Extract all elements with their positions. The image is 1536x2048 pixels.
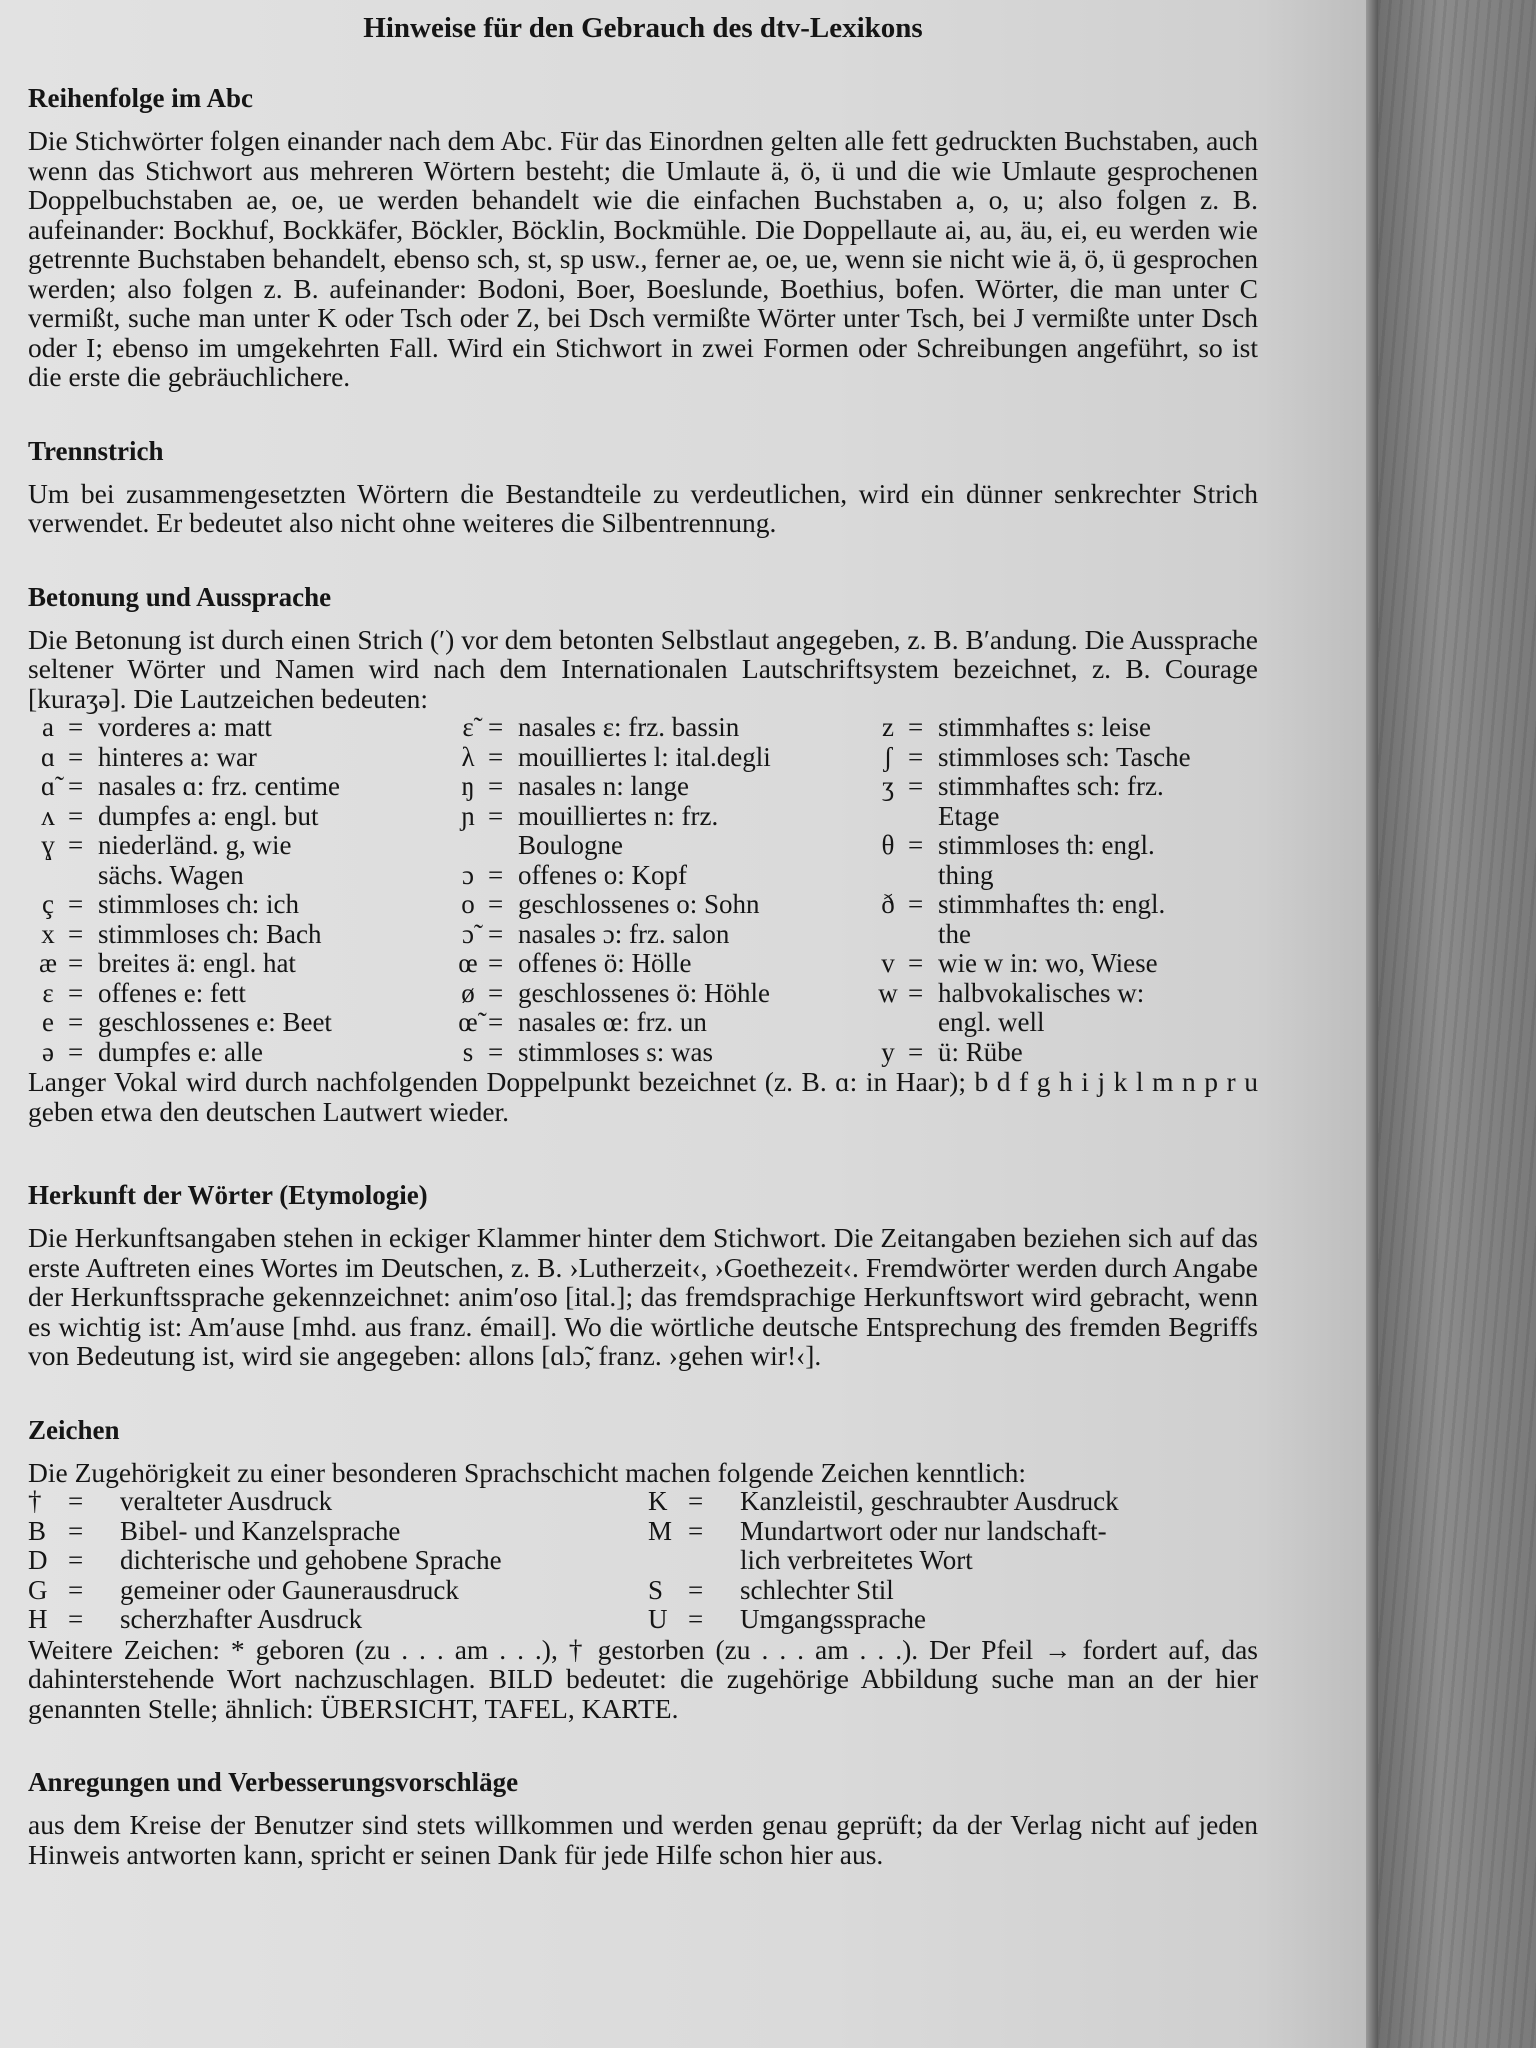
equals-sign: = [68,1574,84,1605]
phonetic-symbol: e [42,1007,54,1037]
phonetic-description: Etage [938,800,1000,831]
phonetic-symbol: ɑ̃ [40,771,56,801]
phonetic-symbol: ð [881,889,895,919]
sign-meaning: dichterische und gehobene Sprache [120,1545,502,1575]
equals-sign: = [68,977,84,1008]
phonetic-row [868,861,1258,891]
phonetic-description: geschlossenes e: Beet [98,1007,332,1037]
equals-sign [908,802,938,832]
phonetic-symbol: ø [461,977,475,1008]
phonetic-row [448,743,868,773]
phonetic-description: the [938,918,971,949]
phonetic-symbol: ʃ [883,741,893,772]
phonetic-description: stimmhaftes th: engl. [938,889,1166,919]
sign-key: M [648,1515,673,1546]
phonetic-column [868,713,1258,1067]
sign-key: D [28,1545,48,1575]
section-heading: Betonung und Aussprache [28,581,332,612]
phonetic-row [868,743,1258,773]
equals-sign: = [688,1604,704,1634]
sign-row [28,1546,648,1576]
section-body: Die Betonung ist durch einen Strich (ʹ) vor dem betonten Selbstlaut angegeben, z. B. Bʹandung. Die Aussprache seltener Wörter und Namen wird nach dem Internationalen Lautschriftsystem bezeichnet, z. B. Courage [kuraʒə]. Die Lautzeichen bedeuten: [28,623,1258,714]
sign-meaning: Umgangssprache [740,1604,926,1634]
phonetic-symbol: ɲ [461,800,475,831]
phonetic-row [448,861,868,891]
phonetic-description: stimmloses ch: ich [98,889,299,919]
phonetic-row [448,1038,868,1068]
phonetic-description: geschlossenes ö: Höhle [518,977,770,1008]
equals-sign [908,1008,938,1038]
phonetic-row [448,831,868,861]
equals-sign: = [488,1007,504,1037]
equals-sign: = [908,1036,924,1067]
phonetic-description: nasales œ: frz. un [518,1007,707,1037]
phonetic-description: dumpfes e: alle [98,1036,263,1067]
phonetic-description: Boulogne [518,830,623,860]
phonetic-description: dumpfes a: engl. but [98,800,319,831]
wood-background [1378,0,1536,2048]
equals-sign: = [488,918,504,949]
phonetic-row [868,1008,1258,1038]
section-body: aus dem Kreise der Benutzer sind stets willkommen und werden genau geprüft; da der Verlag nicht auf jeden Hinweis antworten kann, spricht er seinen Dank für jede Hilfe schon hier aus. [28,1809,1258,1870]
phonetic-row [868,890,1258,920]
equals-sign: = [68,830,84,860]
equals-sign: = [68,948,84,978]
phonetic-symbol: ɑ [40,741,56,772]
section-body: Die Stichwörter folgen einander nach dem Abc. Für das Einordnen gelten alle fett gedruckten Buchstaben, auch wenn das Stichwort aus mehreren Wörtern besteht; die Umlaute ä, ö, ü und die wie Umlaute gesprochenen Doppelbuchstaben ae, oe, ue werden behandelt wie die einfachen Buchstaben a, o, u; also folgen z. B. aufeinander: Bockhuf, Bockkäfer, Böckler, Böcklin, Bockmühle. Die Doppellaute ai, au, äu, ei, eu werden wie getrennte Buchstaben behandelt, ebenso sch, st, sp usw., ferner ae, oe, ue, wenn sie nicht wie ä, ö, ü gesprochen werden; also folgen z. B. aufeinander: Bodoni, Boer, Boeslunde, Boethius, bofen. Wörter, die man unter C vermißt, suche man unter K oder Tsch oder Z, bei Dsch vermißte Wörter unter Tsch, bei J vermißte unter Dsch oder I; ebenso im umgekehrten Fall. Wird ein Stichwort in zwei Formen oder Schreibungen angeführt, so ist die erste die gebräuchlichere. [28,125,1258,392]
phonetic-symbol: y [881,1036,895,1067]
phonetic-symbol: w [878,977,898,1008]
sign-row [648,1605,1258,1635]
phonetic-description: stimmloses ch: Bach [98,918,322,949]
phonetic-symbol: œ̃ [458,1007,478,1037]
section-trennstrich [28,436,1258,538]
sign-row [28,1576,648,1606]
equals-sign: = [68,1007,84,1037]
phonetic-symbol: ɛ̃ [462,712,474,742]
section-reihenfolge [28,83,1258,392]
sign-meaning: Mundartwort oder nur landschaft- [740,1515,1107,1546]
phonetic-row [28,1008,448,1038]
phonetic-row [448,772,868,802]
section-body: Die Zugehörigkeit zu einer besonderen Sprachschicht machen folgende Zeichen kenntlich: [28,1456,1027,1488]
phonetic-symbol: œ [458,948,478,978]
sign-row [648,1576,1258,1606]
phonetic-symbol: z [882,712,894,742]
section-heading: Trennstrich [28,435,164,466]
phonetic-row [28,979,448,1009]
sign-key [648,1546,688,1576]
sign-key: K [648,1486,668,1516]
section-heading: Reihenfolge im Abc [28,83,253,113]
sign-key: B [28,1515,47,1546]
phonetic-description: breites ä: engl. hat [98,948,296,978]
phonetic-symbol: x [41,918,55,949]
phonetic-description: stimmloses sch: Tasche [938,741,1191,772]
equals-sign: = [68,712,84,742]
equals-sign: = [688,1574,704,1605]
phonetic-row [448,890,868,920]
equals-sign: = [68,918,84,949]
phonetic-symbol: ɛ [42,977,54,1008]
phonetic-description: stimmhaftes sch: frz. [938,771,1164,801]
phonetic-table [28,713,1258,1067]
equals-sign: = [68,800,84,831]
section-zeichen [28,1415,1258,1724]
phonetic-symbol: s [462,1036,474,1067]
phonetic-symbol: o [461,889,475,919]
section-heading: Herkunft der Wörter (Etymologie) [28,1180,428,1210]
equals-sign: = [68,741,84,772]
phonetic-description: offenes e: fett [98,977,246,1008]
equals-sign: = [488,889,504,919]
section-anregungen [28,1767,1258,1869]
phonetic-row [28,802,448,832]
phonetic-column [28,713,448,1067]
sign-meaning: Bibel- und Kanzelsprache [120,1515,401,1546]
phonetic-description: hinteres a: war [98,741,257,772]
sign-meaning: scherzhafter Ausdruck [120,1604,363,1634]
phonetic-symbol: λ [461,741,475,772]
phonetic-description: stimmhaftes s: leise [938,712,1151,742]
phonetic-symbol [28,861,68,891]
sign-key: H [28,1604,48,1634]
equals-sign: = [488,1036,504,1067]
phonetic-symbol [868,1008,908,1038]
phonetic-row [868,949,1258,979]
equals-sign: = [488,712,504,742]
phonetic-symbol: ç [42,889,54,919]
sign-key: G [28,1574,48,1605]
phonetic-description: mouilliertes l: ital.degli [518,741,771,772]
phonetic-description: vorderes a: matt [98,712,272,742]
equals-sign: = [68,771,84,801]
phonetic-description: stimmloses s: was [518,1036,714,1067]
phonetic-symbol: ʌ [41,800,55,831]
phonetic-symbol: æ [38,948,57,978]
sign-row [28,1605,648,1635]
phonetic-row [448,949,868,979]
phonetic-row [28,890,448,920]
section-body: Um bei zusammengesetzten Wörtern die Bestandteile zu verdeutlichen, wird ein dünner senkrechter Strich verwendet. Er bedeutet also nicht ohne weiteres die Silbentrennung. [28,477,1258,538]
phonetic-description: mouilliertes n: frz. [518,800,719,831]
phonetic-description: nasales ɔ: frz. salon [518,918,730,949]
equals-sign [908,920,938,950]
signs-table [28,1487,1258,1635]
sign-meaning: veralteter Ausdruck [120,1486,333,1516]
equals-sign: = [68,1036,84,1067]
phonetic-symbol: v [881,948,895,978]
phonetic-symbol: θ [881,830,895,860]
equals-sign [68,861,98,891]
phonetic-row [28,713,448,743]
equals-sign: = [688,1515,704,1546]
phonetic-row [868,979,1258,1009]
section-heading: Anregungen und Verbesserungsvorschläge [28,1767,519,1797]
phonetic-row [868,802,1258,832]
sign-row [28,1517,648,1547]
phonetic-row [28,861,448,891]
section-body-after: Weitere Zeichen: * geboren (zu . . . am . . .), † gestorben (zu . . . am . . .). Der Pfeil → fordert auf, das dahinterstehende Wort nachzuschlagen. BILD bedeutet: die zugehörige Abbildung suche man an der hier genannten Stelle; ähnlich: ÜBERSICHT, TAFEL, KARTE. [28,1633,1258,1724]
phonetic-symbol: a [42,712,54,742]
equals-sign: = [908,712,924,742]
phonetic-row [448,1008,868,1038]
equals-sign: = [488,771,504,801]
page-content [28,12,1258,1913]
signs-column [648,1487,1258,1635]
equals-sign: = [488,741,504,772]
equals-sign: = [488,948,504,978]
phonetic-row [28,1038,448,1068]
equals-sign: = [488,859,504,890]
sign-meaning: schlechter Stil [740,1574,894,1605]
page-title: Hinweise für den Gebrauch des dtv-Lexikons [363,12,923,44]
sign-row [648,1487,1258,1517]
phonetic-row [448,802,868,832]
equals-sign: = [68,1545,84,1575]
phonetic-description: engl. well [938,1007,1045,1037]
phonetic-row [868,772,1258,802]
equals-sign: = [68,1515,84,1546]
phonetic-description: offenes o: Kopf [518,859,687,890]
equals-sign [908,861,938,891]
equals-sign: = [688,1486,704,1516]
sign-meaning: gemeiner oder Gaunerausdruck [120,1574,459,1605]
phonetic-row [28,949,448,979]
phonetic-symbol [868,802,908,832]
equals-sign: = [68,889,84,919]
phonetic-row [28,772,448,802]
phonetic-row [28,743,448,773]
equals-sign: = [908,948,924,978]
phonetic-description: offenes ö: Hölle [518,948,692,978]
phonetic-description: nasales ɛ: frz. bassin [518,712,740,742]
sign-key: † [28,1486,42,1516]
phonetic-description: geschlossenes o: Sohn [518,889,760,919]
phonetic-row [448,920,868,950]
sign-key: U [648,1604,668,1634]
equals-sign [688,1546,740,1576]
sign-key: S [648,1574,664,1605]
phonetic-description: wie w in: wo, Wiese [938,948,1158,978]
phonetic-description: stimmloses th: engl. [938,830,1155,860]
equals-sign: = [908,830,924,860]
sign-row [28,1487,648,1517]
sign-meaning: lich verbreitetes Wort [740,1545,973,1575]
phonetic-row [868,831,1258,861]
phonetic-description: nasales ɑ: frz. centime [98,771,341,801]
phonetic-symbol: ə [42,1036,54,1067]
phonetic-symbol: ŋ [461,771,475,801]
equals-sign: = [908,741,924,772]
phonetic-description: nasales n: lange [518,771,689,801]
phonetic-row [28,920,448,950]
equals-sign: = [908,889,924,919]
phonetic-row [868,920,1258,950]
phonetic-symbol: ɔ̃ [462,918,474,949]
phonetic-symbol [868,920,908,950]
equals-sign: = [68,1604,84,1634]
book-spine-shadow [1366,0,1378,2048]
phonetic-symbol: ʒ [882,771,894,801]
phonetic-column [448,713,868,1067]
phonetic-description: ü: Rübe [938,1036,1023,1067]
section-body: Die Herkunftsangaben stehen in eckiger Klammer hinter dem Stichwort. Die Zeitangaben beziehen sich auf das erste Auftreten eines Wortes im Deutschen, z. B. ›Lutherzeit‹, ›Goethezeit‹. Fremdwörter werden durch Angabe der Herkunftssprache gekennzeichnet: animʹoso [ital.]; das fremdsprachige Herkunftswort wird gebracht, wenn es wichtig ist: Amʹause [mhd. aus franz. émail]. Wo die wörtliche deutsche Entsprechung des fremden Begriffs von Bedeutung ist, wird sie angegeben: allons [ɑlɔ̃, franz. ›gehen wir!‹]. [28,1222,1258,1371]
equals-sign [488,831,518,861]
section-herkunft [28,1180,1258,1371]
equals-sign: = [68,1486,84,1516]
equals-sign: = [908,977,924,1008]
section-betonung [28,582,1258,1127]
phonetic-description: niederländ. g, wie [98,830,292,860]
phonetic-description: sächs. Wagen [98,859,244,890]
phonetic-row [868,713,1258,743]
sign-meaning: Kanzleistil, geschraubter Ausdruck [740,1486,1119,1516]
sign-row [648,1546,1258,1576]
section-body-after: Langer Vokal wird durch nachfolgenden Doppelpunkt bezeichnet (z. B. ɑ: in Haar); b d f g h i j k l m n p r u geben etwa den deutschen Lautwert wieder. [28,1066,1258,1127]
section-heading: Zeichen [28,1414,120,1445]
phonetic-row [448,979,868,1009]
phonetic-symbol [448,831,488,861]
equals-sign: = [488,977,504,1008]
phonetic-row [868,1038,1258,1068]
equals-sign: = [488,800,504,831]
phonetic-description: thing [938,859,994,890]
phonetic-description: halbvokalisches w: [938,977,1145,1008]
signs-column [28,1487,648,1635]
phonetic-symbol: ɔ [462,859,474,890]
equals-sign: = [908,771,924,801]
phonetic-row [28,831,448,861]
sign-row [648,1517,1258,1547]
phonetic-symbol: ɣ [41,830,55,860]
phonetic-symbol [868,861,908,891]
phonetic-row [448,713,868,743]
